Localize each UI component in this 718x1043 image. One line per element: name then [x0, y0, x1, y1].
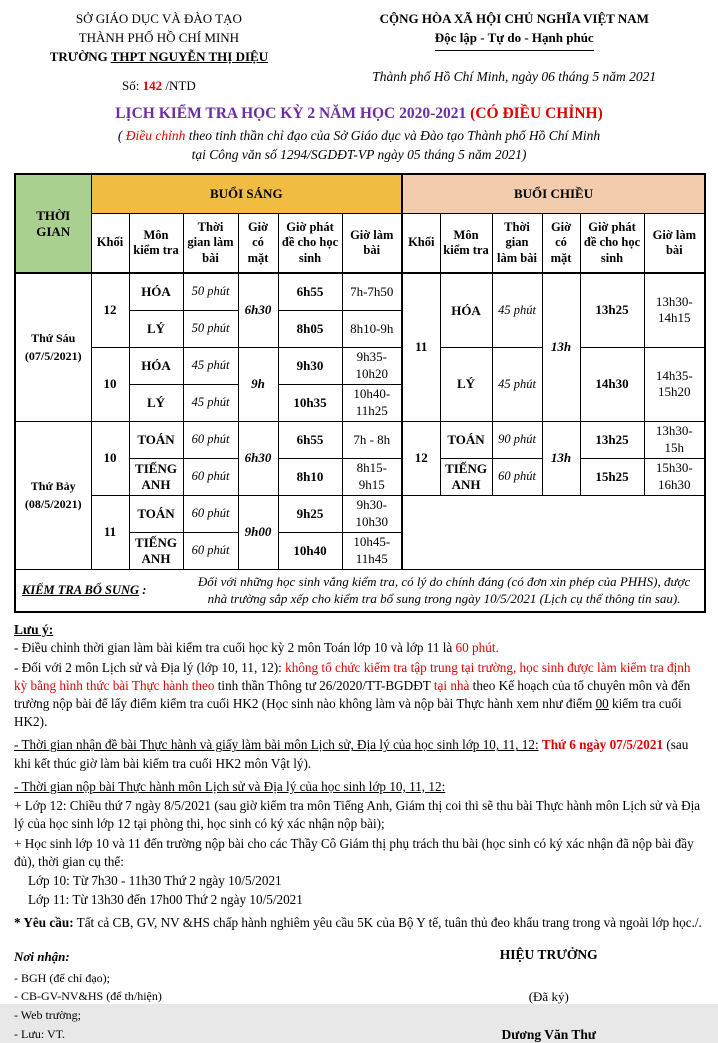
recipient-item: - Web trường;	[14, 1007, 81, 1022]
duration-cell: 50 phút	[183, 273, 238, 310]
present-time-cell: 13h	[542, 273, 580, 421]
document-subtitle	[14, 127, 704, 165]
handout-time-cell: 6h55	[278, 273, 342, 310]
work-time-cell: 13h30-15h	[644, 421, 705, 458]
national-motto: Độc lập - Tự do - Hạnh phúc	[435, 29, 594, 51]
duration-cell: 60 phút	[183, 421, 238, 458]
handout-time-cell: 8h05	[278, 310, 342, 347]
present-time-cell: 13h	[542, 421, 580, 495]
work-time-cell: 10h45-11h45	[342, 532, 402, 569]
col-mon-a: Môn kiểm tra	[440, 214, 492, 274]
subject-cell: LÝ	[129, 384, 183, 421]
recipients-block	[14, 947, 325, 1043]
subject-cell: LÝ	[440, 347, 492, 421]
grade-cell: 10	[91, 347, 129, 421]
department-line1: SỞ GIÁO DỤC VÀ ĐÀO TẠO	[75, 11, 242, 26]
work-time-cell: 15h30-16h30	[644, 458, 705, 495]
note-item: + Học sinh lớp 10 và 11 đến trường nộp bài cho các Thầy Cô Giám thị phụ trách thu bài (học sinh có ký xác nhận đã nộp bài đầy đủ), thời gian cụ thể:	[14, 835, 694, 869]
letterhead-right	[325, 10, 705, 86]
work-time-cell: 13h30-14h15	[644, 273, 705, 347]
col-comat-m: Giờ có mặt	[238, 214, 278, 274]
grade-cell: 11	[402, 273, 440, 421]
work-time-cell: 7h - 8h	[342, 421, 402, 458]
signature-block	[394, 947, 705, 1043]
notes-section	[14, 621, 704, 933]
day-friday-name: Thứ Sáu	[31, 331, 76, 346]
note-item: - Thời gian nhận đề bài Thực hành và giấy làm bài môn Lịch sử, Địa lý của học sinh lớp 10, 11, 12: Thứ 6 ngày 07/5/2021 (sau khi kết thúc giờ làm bài kiểm tra cuối HK2 môn Vật lý).	[14, 737, 689, 771]
work-time-cell: 8h15-9h15	[342, 458, 402, 495]
duration-cell: 60 phút	[183, 495, 238, 532]
col-lambai-m: Giờ làm bài	[342, 214, 402, 274]
handout-time-cell: 6h55	[278, 421, 342, 458]
subject-cell: TIẾNG ANH	[129, 458, 183, 495]
document-number: Số: 142 /NTD	[122, 77, 196, 93]
afternoon-section-header: BUỔI CHIỀU	[402, 174, 705, 214]
letterhead-left	[14, 10, 304, 95]
col-khoi-m: Khối	[91, 214, 129, 274]
handout-time-cell: 10h40	[278, 532, 342, 569]
subject-cell: TIẾNG ANH	[129, 532, 183, 569]
recipients-title: Nơi nhận:	[14, 948, 70, 964]
note-item: - Điều chỉnh thời gian làm bài kiểm tra cuối học kỳ 2 môn Toán lớp 10 và lớp 11 là 60 phút.	[14, 640, 499, 656]
day-friday	[15, 273, 91, 421]
handout-time-cell: 13h25	[580, 421, 644, 458]
empty-afternoon-block	[402, 495, 705, 569]
supplementary-exam-row	[15, 569, 705, 612]
present-time-cell: 9h00	[238, 495, 278, 569]
recipient-item: - CB-GV-NV&HS (để th/hiện)	[14, 989, 162, 1004]
present-time-cell: 9h	[238, 347, 278, 421]
work-time-cell: 8h10-9h	[342, 310, 402, 347]
note-item: - Thời gian nộp bài Thực hành môn Lịch sử và Địa lý của học sinh lớp 10, 11, 12:	[14, 778, 446, 794]
time-column-header: THỜI GIAN	[15, 174, 91, 273]
school-name: TRƯỜNG THPT NGUYỄN THỊ DIỆU	[49, 48, 269, 64]
subtitle-line2: tại Công văn số 1294/SGDĐT-VP ngày 05 tháng 5 năm 2021)	[191, 147, 527, 163]
handout-time-cell: 10h35	[278, 384, 342, 421]
note-item: Lớp 10: Từ 7h30 - 11h30 Thứ 2 ngày 10/5/2021	[28, 873, 282, 888]
handout-time-cell: 9h30	[278, 347, 342, 384]
grade-cell: 11	[91, 495, 129, 569]
duration-cell: 90 phút	[492, 421, 542, 458]
duration-cell: 60 phút	[183, 532, 238, 569]
day-saturday-date: (08/5/2021)	[24, 497, 82, 512]
department-line2: THÀNH PHỐ HỒ CHÍ MINH	[78, 29, 240, 45]
work-time-cell: 9h30-10h30	[342, 495, 402, 532]
subject-cell: TIẾNG ANH	[440, 458, 492, 495]
work-time-cell: 9h35-10h20	[342, 347, 402, 384]
work-time-cell: 14h35-15h20	[644, 347, 705, 421]
day-saturday	[15, 421, 91, 569]
handout-time-cell: 13h25	[580, 273, 644, 347]
duration-cell: 45 phút	[183, 384, 238, 421]
place-date-line: Thành phố Hồ Chí Minh, ngày 06 tháng 5 năm 2021	[372, 68, 657, 84]
subject-cell: HÓA	[440, 273, 492, 347]
col-phatde-a: Giờ phát đề cho học sinh	[580, 214, 644, 274]
recipient-item: - Lưu: VT.	[14, 1026, 66, 1041]
subject-cell: HÓA	[129, 273, 183, 310]
duration-cell: 45 phút	[492, 347, 542, 421]
subtitle-line1: ( Điều chỉnh theo tinh thần chỉ đạo của Sở Giáo dục và Đào tạo Thành phố Hồ Chí Minh	[117, 128, 601, 144]
present-time-cell: 6h30	[238, 421, 278, 495]
letterhead	[14, 10, 704, 95]
note-requirement: * Yêu cầu: Tất cả CB, GV, NV &HS chấp hành nghiêm yêu cầu 5K của Bộ Y tế, tuân thủ đeo khẩu trang trong và ngoài lớp học./.	[14, 915, 702, 931]
grade-cell: 12	[402, 421, 440, 495]
note-item: Lớp 11: Từ 13h30 đến 17h00 Thứ 2 ngày 10/5/2021	[28, 892, 303, 908]
col-duration-a: Thời gian làm bài	[492, 214, 542, 274]
signed-note: (Đã ký)	[528, 988, 569, 1004]
duration-cell: 60 phút	[183, 458, 238, 495]
recipient-item: - BGH (để chỉ đạo);	[14, 970, 110, 985]
work-time-cell: 10h40-11h25	[342, 384, 402, 421]
signer-name: Dương Văn Thư	[501, 1026, 596, 1042]
signer-title: HIỆU TRƯỞNG	[499, 946, 598, 962]
handout-time-cell: 8h10	[278, 458, 342, 495]
day-friday-date: (07/5/2021)	[24, 349, 82, 364]
grade-cell: 12	[91, 273, 129, 347]
notes-title: Lưu ý:	[14, 621, 54, 637]
handout-time-cell: 14h30	[580, 347, 644, 421]
col-mon-m: Môn kiểm tra	[129, 214, 183, 274]
morning-section-header: BUỔI SÁNG	[91, 174, 402, 214]
col-duration-m: Thời gian làm bài	[183, 214, 238, 274]
subject-cell: TOÁN	[129, 495, 183, 532]
subject-cell: TOÁN	[440, 421, 492, 458]
note-item: + Lớp 12: Chiều thứ 7 ngày 8/5/2021 (sau giờ kiểm tra môn Tiếng Anh, Giám thị coi thi sẽ thu bài Thực hành môn Lịch sử và Địa lý của học sinh lớp 12 tại phòng thi, học sinh có ký xác nhận nộp bài);	[14, 798, 701, 832]
duration-cell: 50 phút	[183, 310, 238, 347]
grade-cell: 10	[91, 421, 129, 495]
col-khoi-a: Khối	[402, 214, 440, 274]
supplementary-exam-text: Đối với những học sinh vắng kiểm tra, có lý do chính đáng (có đơn xin phép của PHHS), được nhà trường sắp xếp cho kiểm tra bổ sung trong ngày 10/5/2021 (Lịch cụ thể thông tin sau).	[197, 573, 691, 607]
col-comat-a: Giờ có mặt	[542, 214, 580, 274]
subject-cell: HÓA	[129, 347, 183, 384]
work-time-cell: 7h-7h50	[342, 273, 402, 310]
document-footer	[14, 947, 704, 1043]
duration-cell: 60 phút	[492, 458, 542, 495]
col-lambai-a: Giờ làm bài	[644, 214, 705, 274]
handout-time-cell: 15h25	[580, 458, 644, 495]
document-title: LỊCH KIỂM TRA HỌC KỲ 2 NĂM HỌC 2020-2021 (CÓ ĐIỀU CHỈNH)	[115, 105, 603, 123]
day-saturday-name: Thứ Bảy	[30, 479, 76, 494]
subject-cell: LÝ	[129, 310, 183, 347]
duration-cell: 45 phút	[492, 273, 542, 347]
national-header: CỘNG HÒA XÃ HỘI CHỦ NGHĨA VIỆT NAM	[379, 11, 649, 26]
exam-schedule-table	[14, 173, 706, 613]
subject-cell: TOÁN	[129, 421, 183, 458]
present-time-cell: 6h30	[238, 273, 278, 347]
note-item: - Đối với 2 môn Lịch sử và Địa lý (lớp 10, 11, 12): không tổ chức kiểm tra tập trung tại trường, học sinh được làm kiểm tra định kỳ bằng hình thức bài Thực hành theo tinh thần Thông tư 26/2020/TT-BGDĐT tại nhà theo Kế hoạch của tổ chuyên môn và đến trường nộp bài để lấy điểm kiểm tra cuối HK2 (Học sinh nào không làm và nộp bài Thực hành xem như điểm 00 kiểm tra cuối HK2).	[14, 659, 691, 730]
col-phatde-m: Giờ phát đề cho học sinh	[278, 214, 342, 274]
supplementary-exam-label: KIỂM TRA BỔ SUNG :	[22, 582, 147, 597]
duration-cell: 45 phút	[183, 347, 238, 384]
handout-time-cell: 9h25	[278, 495, 342, 532]
